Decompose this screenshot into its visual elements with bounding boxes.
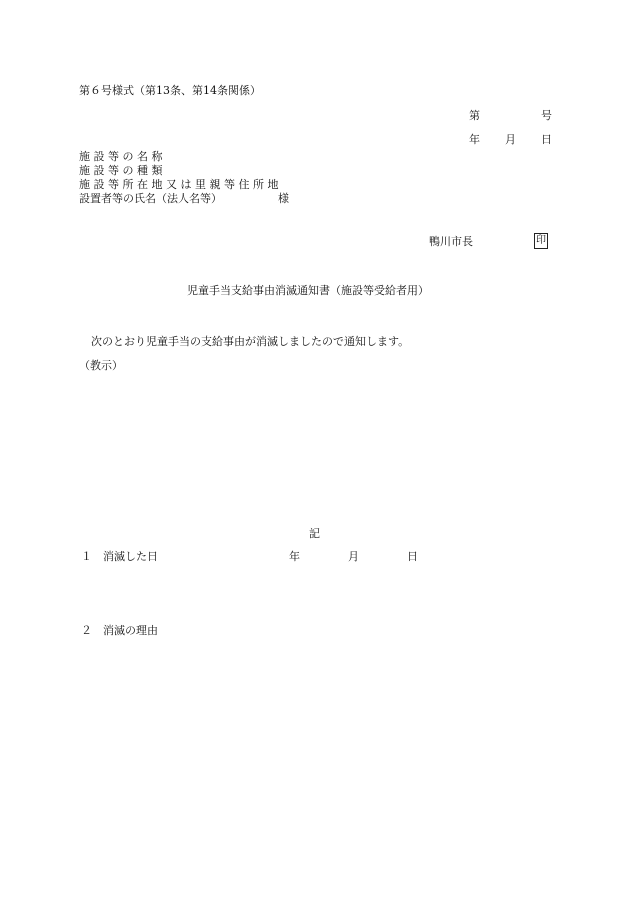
- honorific: 様: [278, 192, 289, 205]
- item-date-month: 月: [348, 550, 359, 563]
- facility-name-label: 施 設 等 の 名 称: [79, 150, 163, 163]
- instruction-label: （教示）: [79, 359, 123, 372]
- item-number: ２: [81, 624, 92, 637]
- item-date-year: 年: [289, 550, 300, 563]
- doc-number-prefix: 第: [469, 109, 480, 122]
- seal-icon: 印: [534, 233, 548, 249]
- facility-address-label: 施 設 等 所 在 地 又 は 里 親 等 住 所 地: [79, 178, 279, 191]
- doc-number-suffix: 号: [541, 109, 552, 122]
- facility-type-label: 施 設 等 の 種 類: [79, 164, 163, 177]
- form-number: 第６号様式（第13条、第14条関係）: [79, 84, 261, 97]
- date-year: 年: [469, 133, 480, 146]
- document-title: 児童手当支給事由消滅通知書（施設等受給者用）: [187, 284, 429, 297]
- body-text: 次のとおり児童手当の支給事由が消滅しましたので通知します。: [91, 335, 410, 348]
- item-number: １: [81, 550, 92, 563]
- item-label: 消滅の理由: [103, 624, 158, 637]
- issuer-title: 鴨川市長: [429, 235, 473, 248]
- founder-name-label: 設置者等の氏名（法人名等）: [79, 192, 222, 205]
- item-label: 消滅した日: [103, 550, 158, 563]
- item-date-day: 日: [407, 550, 418, 563]
- date-month: 月: [505, 133, 516, 146]
- ki-heading: 記: [309, 527, 320, 540]
- seal-mark: [534, 233, 548, 249]
- date-day: 日: [541, 133, 552, 146]
